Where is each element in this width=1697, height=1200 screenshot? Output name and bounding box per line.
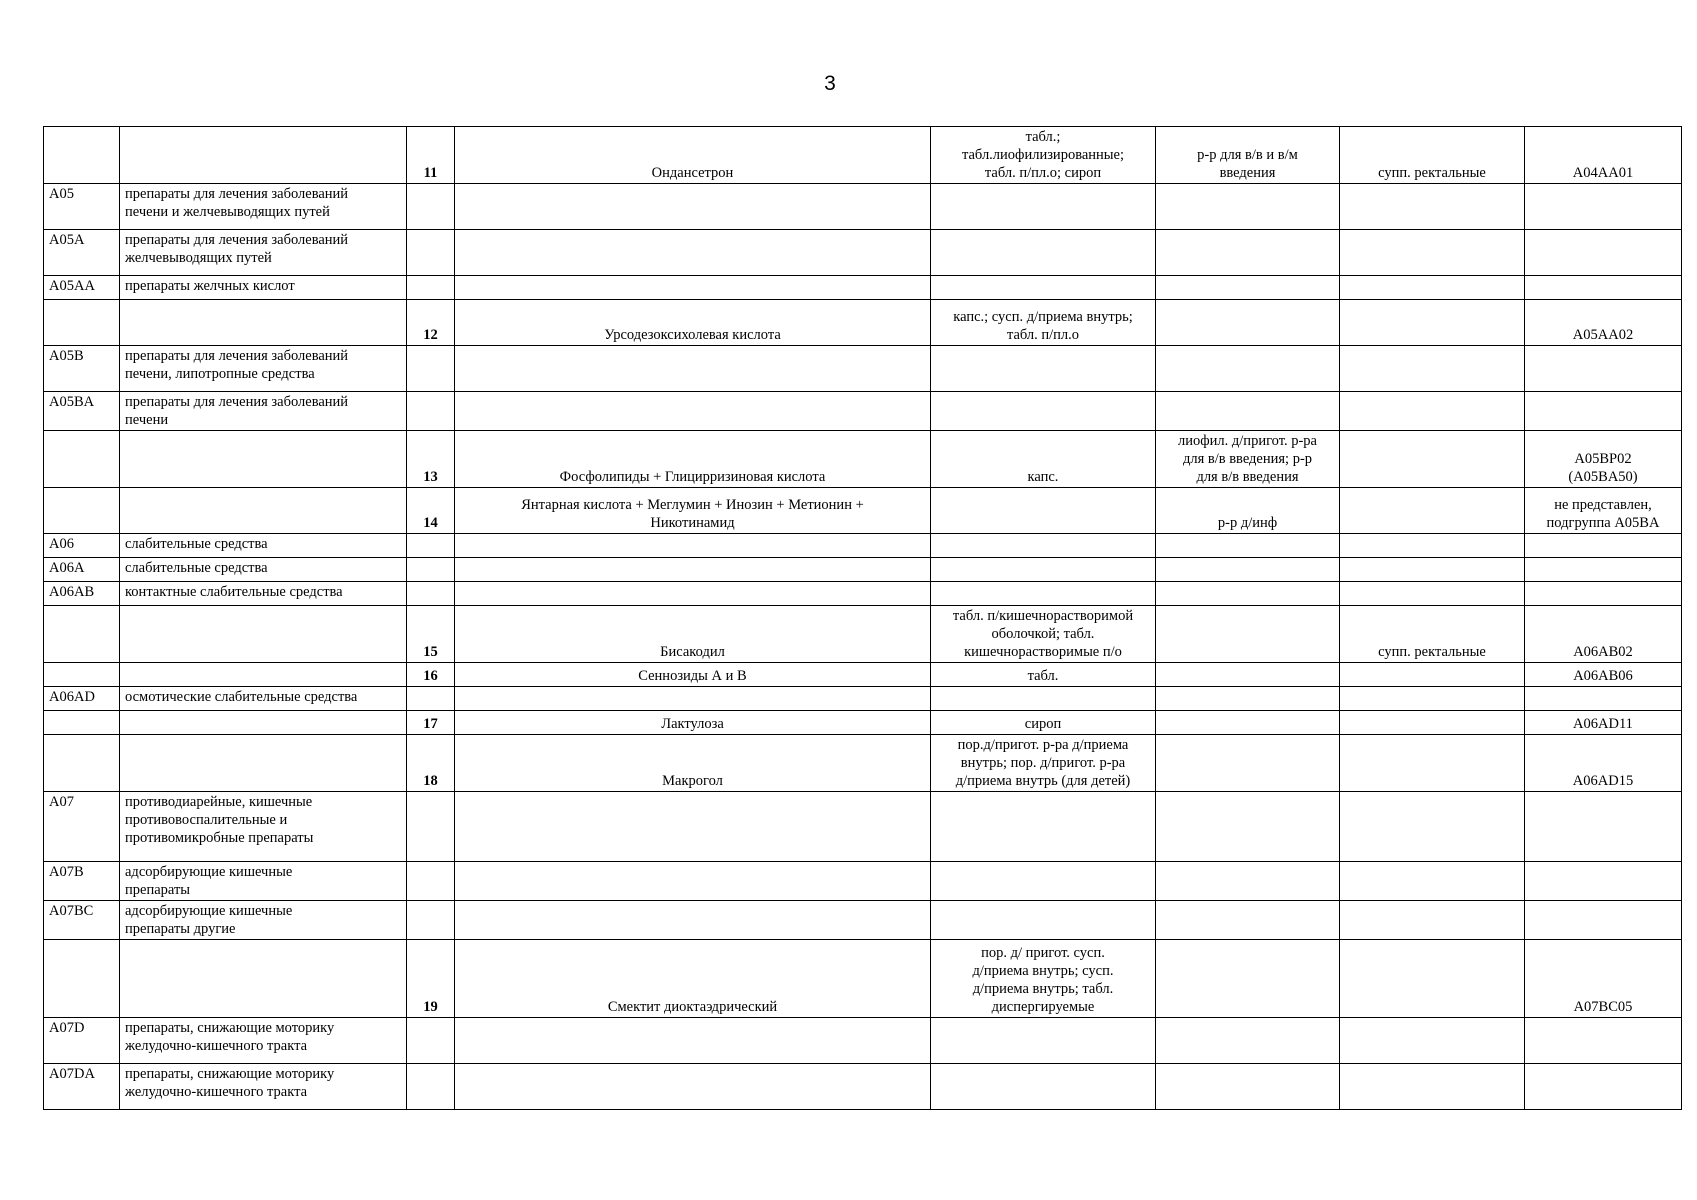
dosage-form-parenteral <box>1156 558 1340 582</box>
dosage-form-parenteral: лиофил. д/пригот. р-ра для в/в введения; р-р для в/в введения <box>1156 431 1340 488</box>
table-row <box>44 582 1682 606</box>
dosage-form-oral <box>931 392 1156 431</box>
drug-name: Фосфолипиды + Глицирризиновая кислота <box>455 431 931 488</box>
dosage-form-oral: табл. п/кишечнорастворимой оболочкой; табл. кишечнорастворимые п/о <box>931 606 1156 663</box>
atc-group-code: A07DA <box>44 1064 120 1110</box>
atc-group-code: A07D <box>44 1018 120 1064</box>
drug-name <box>455 1064 931 1110</box>
page-number: 3 <box>824 72 836 95</box>
dosage-form-oral <box>931 687 1156 711</box>
atc-code <box>1525 1064 1682 1110</box>
group-description: осмотические слабительные средства <box>120 687 407 711</box>
dosage-form-parenteral <box>1156 711 1340 735</box>
dosage-form-parenteral: р-р для в/в и в/м введения <box>1156 127 1340 184</box>
row-number: 18 <box>407 735 455 792</box>
group-description <box>120 735 407 792</box>
row-number <box>407 901 455 940</box>
group-description: препараты для лечения заболеваний печени <box>120 392 407 431</box>
dosage-form-oral <box>931 1064 1156 1110</box>
dosage-form-oral <box>931 558 1156 582</box>
dosage-form-parenteral <box>1156 534 1340 558</box>
row-number <box>407 534 455 558</box>
drug-name: Лактулоза <box>455 711 931 735</box>
dosage-form-other <box>1340 687 1525 711</box>
table-row <box>44 184 1682 230</box>
atc-group-code <box>44 300 120 346</box>
dosage-form-other <box>1340 792 1525 862</box>
dosage-form-other <box>1340 711 1525 735</box>
dosage-form-parenteral <box>1156 940 1340 1018</box>
atc-group-code <box>44 711 120 735</box>
dosage-form-other <box>1340 300 1525 346</box>
drug-name: Янтарная кислота + Меглумин + Инозин + Метионин + Никотинамид <box>455 488 931 534</box>
dosage-form-oral <box>931 230 1156 276</box>
dosage-form-other <box>1340 184 1525 230</box>
table-row <box>44 276 1682 300</box>
atc-group-code <box>44 663 120 687</box>
dosage-form-oral <box>931 792 1156 862</box>
group-description <box>120 606 407 663</box>
table-row <box>44 1064 1682 1110</box>
atc-code: A06AB06 <box>1525 663 1682 687</box>
dosage-form-other <box>1340 276 1525 300</box>
atc-code: A06AD15 <box>1525 735 1682 792</box>
atc-group-code: A05A <box>44 230 120 276</box>
group-description: слабительные средства <box>120 558 407 582</box>
atc-group-code: A07 <box>44 792 120 862</box>
atc-group-code <box>44 488 120 534</box>
dosage-form-other <box>1340 1018 1525 1064</box>
dosage-form-oral: табл. <box>931 663 1156 687</box>
atc-code: A04AA01 <box>1525 127 1682 184</box>
dosage-form-other <box>1340 901 1525 940</box>
row-number: 14 <box>407 488 455 534</box>
table-row <box>44 127 1682 184</box>
dosage-form-oral <box>931 184 1156 230</box>
dosage-form-other <box>1340 735 1525 792</box>
drug-name <box>455 230 931 276</box>
table-body <box>44 127 1682 1110</box>
atc-group-code: A05BA <box>44 392 120 431</box>
dosage-form-other: супп. ректальные <box>1340 606 1525 663</box>
dosage-form-oral <box>931 582 1156 606</box>
dosage-form-oral <box>931 1018 1156 1064</box>
group-description: препараты для лечения заболеваний печени и желчевыводящих путей <box>120 184 407 230</box>
atc-group-code: A05AA <box>44 276 120 300</box>
drug-name <box>455 184 931 230</box>
dosage-form-oral <box>931 346 1156 392</box>
drug-name: Урсодезоксихолевая кислота <box>455 300 931 346</box>
atc-code <box>1525 346 1682 392</box>
atc-group-code: A05 <box>44 184 120 230</box>
dosage-form-oral: пор.д/пригот. р-ра д/приема внутрь; пор. д/пригот. р-ра д/приема внутрь (для детей) <box>931 735 1156 792</box>
dosage-form-other <box>1340 488 1525 534</box>
drug-name: Сеннозиды А и В <box>455 663 931 687</box>
dosage-form-oral: капс.; сусп. д/приема внутрь; табл. п/пл.о <box>931 300 1156 346</box>
row-number <box>407 862 455 901</box>
table-row <box>44 346 1682 392</box>
row-number <box>407 558 455 582</box>
atc-code <box>1525 1018 1682 1064</box>
group-description <box>120 663 407 687</box>
drug-name: Смектит диоктаэдрический <box>455 940 931 1018</box>
dosage-form-oral <box>931 862 1156 901</box>
dosage-form-oral <box>931 276 1156 300</box>
dosage-form-oral: пор. д/ пригот. сусп. д/приема внутрь; сусп. д/приема внутрь; табл. диспергируемые <box>931 940 1156 1018</box>
drug-name <box>455 862 931 901</box>
drug-name <box>455 792 931 862</box>
atc-group-code: A07BC <box>44 901 120 940</box>
table-row <box>44 1018 1682 1064</box>
drug-name: Ондансетрон <box>455 127 931 184</box>
drug-name <box>455 901 931 940</box>
row-number: 13 <box>407 431 455 488</box>
dosage-form-other <box>1340 431 1525 488</box>
table-row <box>44 558 1682 582</box>
dosage-form-other <box>1340 582 1525 606</box>
row-number <box>407 582 455 606</box>
table-row <box>44 711 1682 735</box>
atc-code <box>1525 534 1682 558</box>
dosage-form-parenteral <box>1156 663 1340 687</box>
dosage-form-other <box>1340 534 1525 558</box>
atc-code <box>1525 582 1682 606</box>
dosage-form-parenteral <box>1156 346 1340 392</box>
atc-code <box>1525 230 1682 276</box>
dosage-form-oral <box>931 488 1156 534</box>
table-row <box>44 534 1682 558</box>
dosage-form-parenteral <box>1156 392 1340 431</box>
drug-name <box>455 558 931 582</box>
atc-code: A06AD11 <box>1525 711 1682 735</box>
drug-name <box>455 1018 931 1064</box>
dosage-form-parenteral <box>1156 735 1340 792</box>
row-number: 16 <box>407 663 455 687</box>
table-row <box>44 792 1682 862</box>
drug-name <box>455 687 931 711</box>
dosage-form-parenteral <box>1156 792 1340 862</box>
group-description <box>120 127 407 184</box>
dosage-form-parenteral <box>1156 862 1340 901</box>
atc-code <box>1525 276 1682 300</box>
dosage-form-oral: капс. <box>931 431 1156 488</box>
row-number <box>407 687 455 711</box>
row-number <box>407 1018 455 1064</box>
atc-group-code: A06AB <box>44 582 120 606</box>
dosage-form-other <box>1340 230 1525 276</box>
atc-code <box>1525 392 1682 431</box>
row-number <box>407 346 455 392</box>
table-row <box>44 940 1682 1018</box>
table-row <box>44 230 1682 276</box>
drug-name <box>455 392 931 431</box>
dosage-form-parenteral <box>1156 184 1340 230</box>
atc-code: A05AA02 <box>1525 300 1682 346</box>
drug-name <box>455 276 931 300</box>
drug-name: Бисакодил <box>455 606 931 663</box>
table-row <box>44 431 1682 488</box>
dosage-form-other <box>1340 558 1525 582</box>
atc-code: A06AB02 <box>1525 606 1682 663</box>
table-row <box>44 392 1682 431</box>
table-row <box>44 901 1682 940</box>
atc-group-code <box>44 735 120 792</box>
atc-code <box>1525 792 1682 862</box>
row-number <box>407 792 455 862</box>
table-row <box>44 300 1682 346</box>
row-number <box>407 276 455 300</box>
drug-name <box>455 534 931 558</box>
table-row <box>44 687 1682 711</box>
dosage-form-other: супп. ректальные <box>1340 127 1525 184</box>
dosage-form-parenteral: р-р д/инф <box>1156 488 1340 534</box>
group-description: контактные слабительные средства <box>120 582 407 606</box>
dosage-form-parenteral <box>1156 276 1340 300</box>
row-number: 19 <box>407 940 455 1018</box>
group-description <box>120 300 407 346</box>
atc-group-code: A06AD <box>44 687 120 711</box>
group-description <box>120 488 407 534</box>
atc-code <box>1525 901 1682 940</box>
dosage-form-other <box>1340 392 1525 431</box>
dosage-form-parenteral <box>1156 606 1340 663</box>
atc-group-code: A05B <box>44 346 120 392</box>
drug-name: Макрогол <box>455 735 931 792</box>
atc-group-code: A06A <box>44 558 120 582</box>
table-row <box>44 488 1682 534</box>
row-number: 17 <box>407 711 455 735</box>
atc-code <box>1525 862 1682 901</box>
group-description: адсорбирующие кишечные препараты <box>120 862 407 901</box>
group-description: противодиарейные, кишечные противовоспалительные и противомикробные препараты <box>120 792 407 862</box>
row-number <box>407 1064 455 1110</box>
atc-code: A07BC05 <box>1525 940 1682 1018</box>
row-number <box>407 230 455 276</box>
dosage-form-parenteral <box>1156 1064 1340 1110</box>
dosage-form-oral: сироп <box>931 711 1156 735</box>
dosage-form-parenteral <box>1156 582 1340 606</box>
drug-table <box>43 126 1682 1110</box>
group-description <box>120 940 407 1018</box>
dosage-form-parenteral <box>1156 1018 1340 1064</box>
dosage-form-other <box>1340 940 1525 1018</box>
row-number <box>407 184 455 230</box>
group-description: слабительные средства <box>120 534 407 558</box>
group-description: адсорбирующие кишечные препараты другие <box>120 901 407 940</box>
table-row <box>44 735 1682 792</box>
drug-name <box>455 346 931 392</box>
atc-group-code <box>44 127 120 184</box>
dosage-form-other <box>1340 346 1525 392</box>
dosage-form-oral <box>931 901 1156 940</box>
atc-code <box>1525 558 1682 582</box>
dosage-form-other <box>1340 1064 1525 1110</box>
atc-group-code: A07B <box>44 862 120 901</box>
row-number: 15 <box>407 606 455 663</box>
atc-group-code <box>44 431 120 488</box>
atc-code <box>1525 687 1682 711</box>
dosage-form-oral: табл.; табл.лиофилизированные; табл. п/пл.о; сироп <box>931 127 1156 184</box>
row-number <box>407 392 455 431</box>
atc-code: A05BP02 (A05BA50) <box>1525 431 1682 488</box>
table-row <box>44 862 1682 901</box>
atc-group-code <box>44 940 120 1018</box>
atc-group-code: A06 <box>44 534 120 558</box>
dosage-form-oral <box>931 534 1156 558</box>
dosage-form-parenteral <box>1156 901 1340 940</box>
dosage-form-parenteral <box>1156 230 1340 276</box>
dosage-form-parenteral <box>1156 687 1340 711</box>
row-number: 12 <box>407 300 455 346</box>
dosage-form-other <box>1340 663 1525 687</box>
group-description <box>120 431 407 488</box>
group-description: препараты для лечения заболеваний печени, липотропные средства <box>120 346 407 392</box>
table-row <box>44 663 1682 687</box>
row-number: 11 <box>407 127 455 184</box>
atc-code: не представлен, подгруппа A05BA <box>1525 488 1682 534</box>
dosage-form-other <box>1340 862 1525 901</box>
atc-code <box>1525 184 1682 230</box>
group-description <box>120 711 407 735</box>
group-description: препараты желчных кислот <box>120 276 407 300</box>
group-description: препараты для лечения заболеваний желчевыводящих путей <box>120 230 407 276</box>
group-description: препараты, снижающие моторику желудочно-кишечного тракта <box>120 1064 407 1110</box>
drug-name <box>455 582 931 606</box>
dosage-form-parenteral <box>1156 300 1340 346</box>
group-description: препараты, снижающие моторику желудочно-кишечного тракта <box>120 1018 407 1064</box>
atc-group-code <box>44 606 120 663</box>
table-row <box>44 606 1682 663</box>
